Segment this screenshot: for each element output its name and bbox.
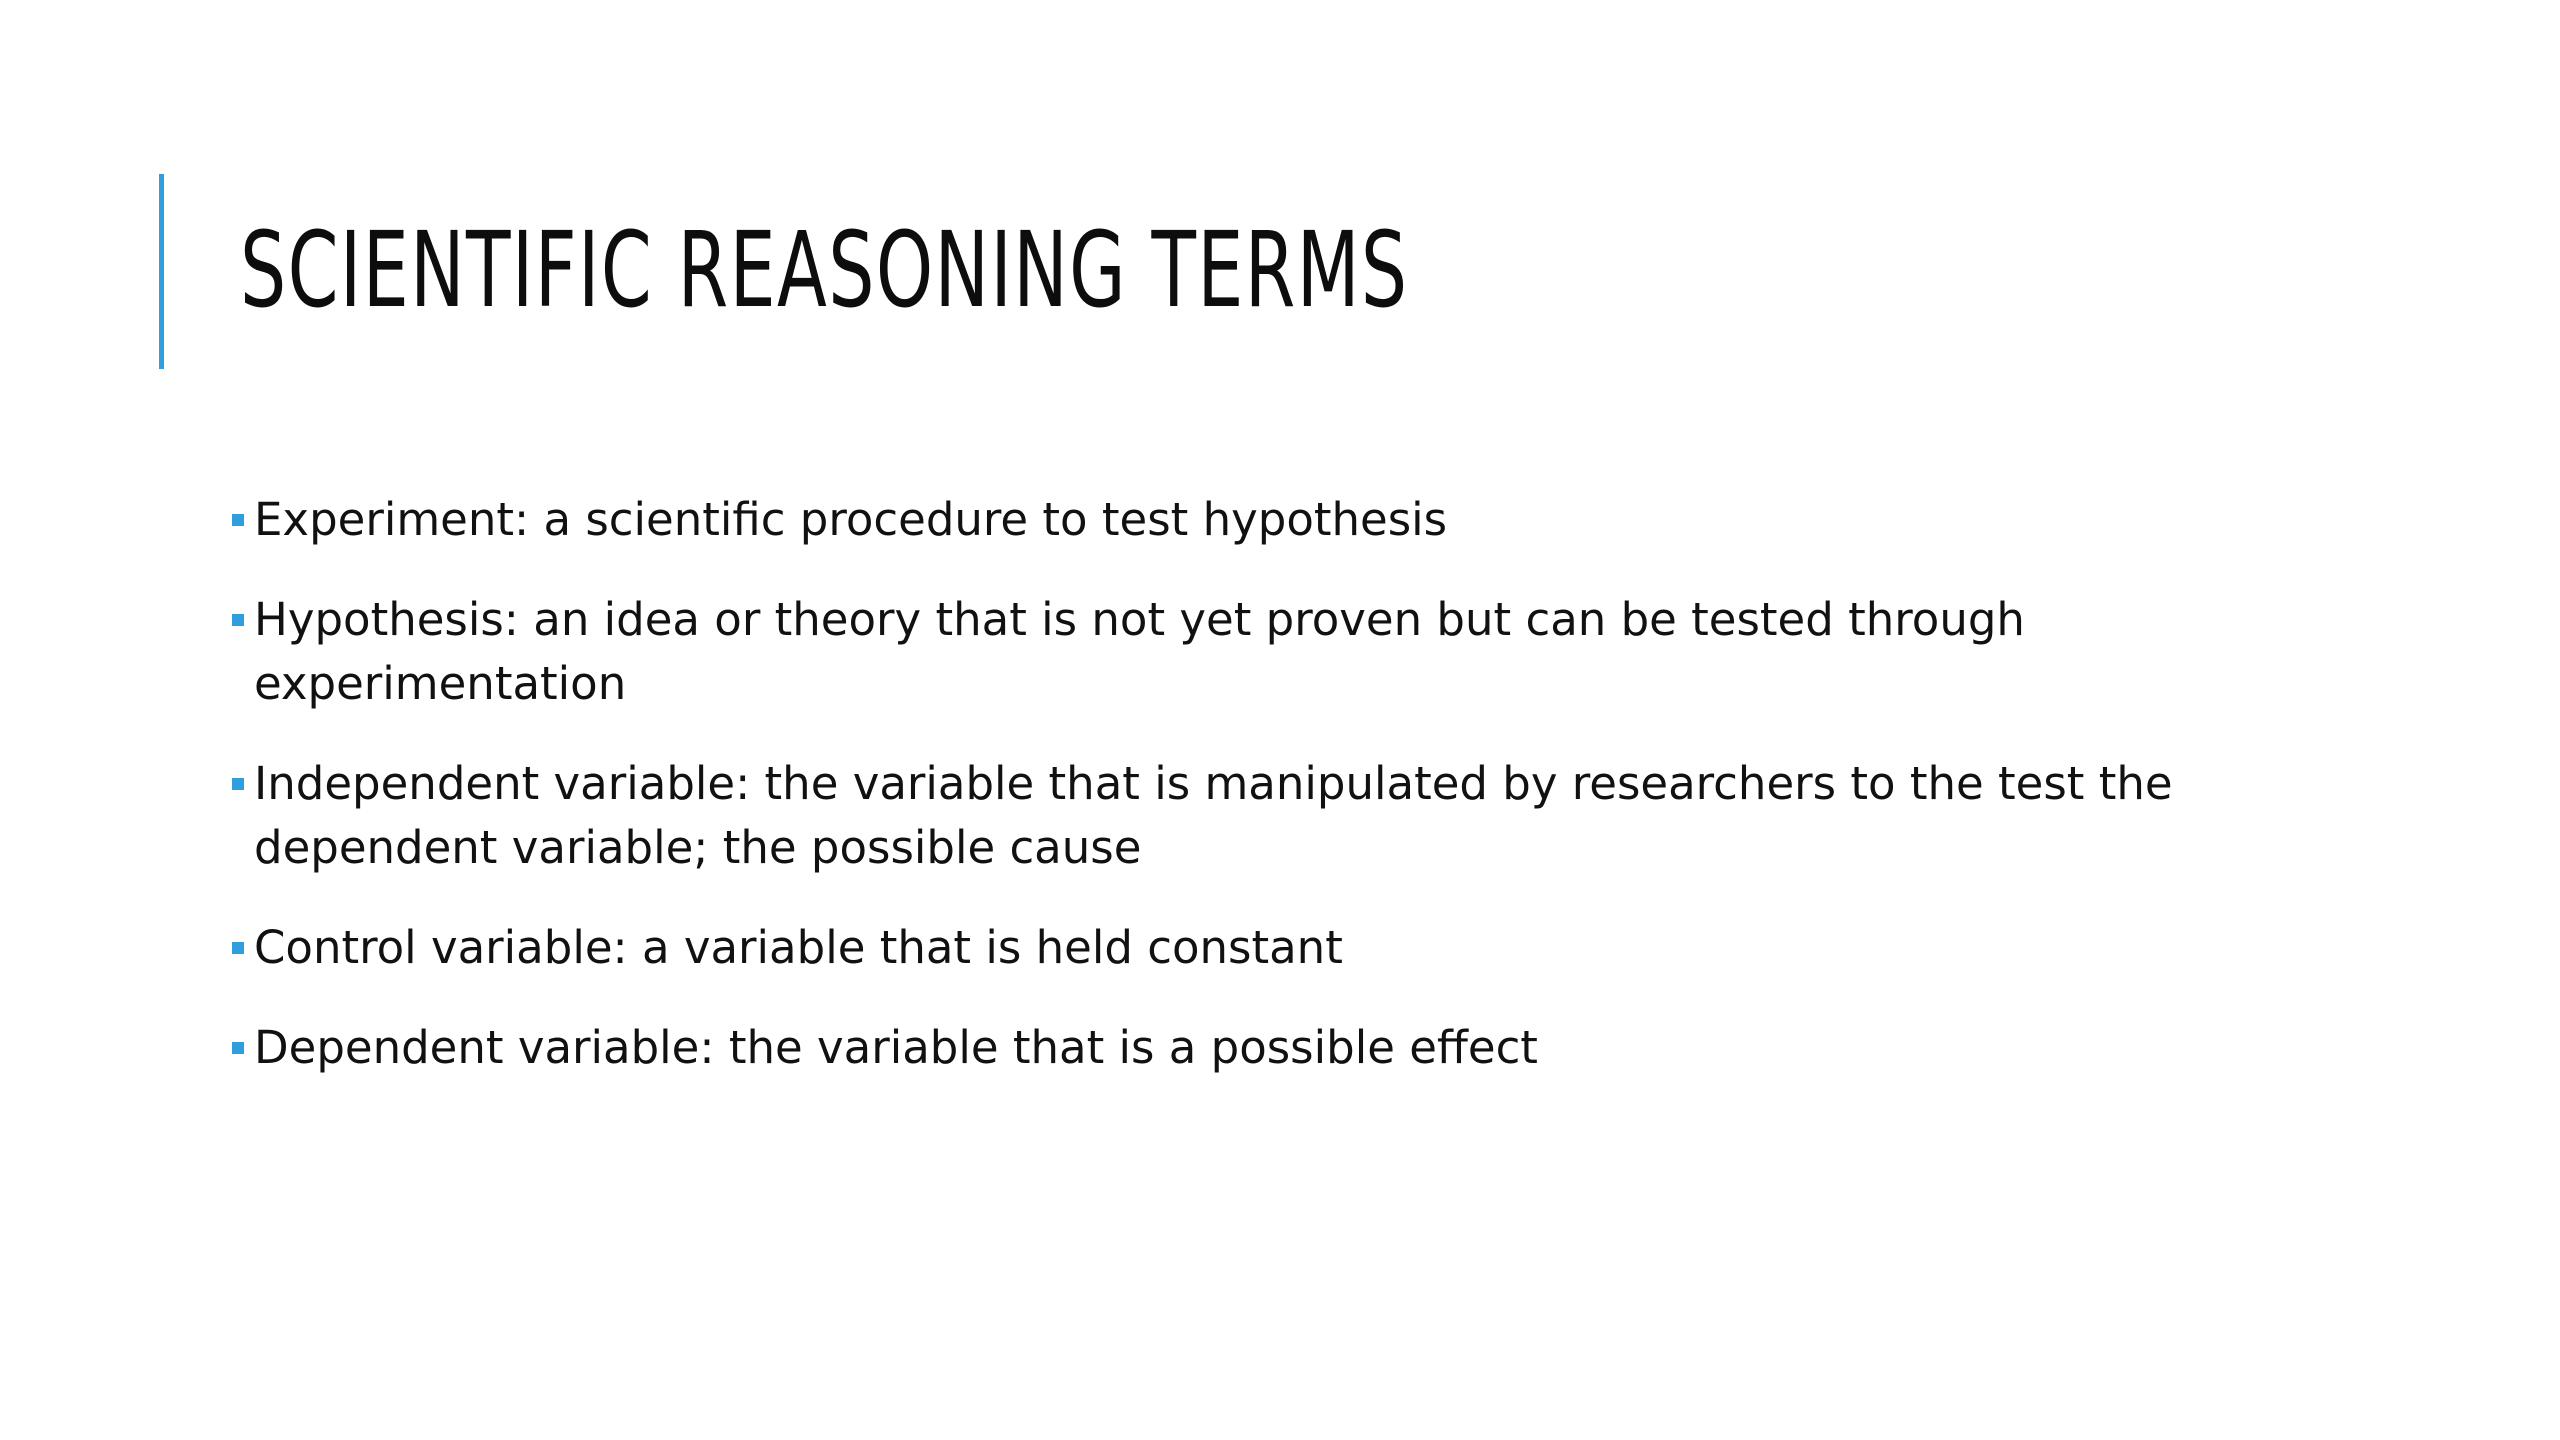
square-bullet-icon: [232, 778, 244, 790]
square-bullet-icon: [232, 1042, 244, 1054]
square-bullet-icon: [232, 614, 244, 626]
bullet-item-independent-variable: [230, 752, 2330, 880]
bullet-text: Experiment: a scientific procedure to test hypothesis: [254, 493, 1448, 546]
square-bullet-icon: [232, 942, 244, 954]
bullet-item-dependent-variable: [230, 1016, 2330, 1080]
bullet-text: Independent variable: the variable that is manipulated by researchers to the test the dependent variable; the possible cause: [254, 757, 2173, 874]
bullet-text: Dependent variable: the variable that is a possible effect: [254, 1021, 1538, 1074]
square-bullet-icon: [232, 514, 244, 526]
bullet-text: Hypothesis: an idea or theory that is not yet proven but can be tested through experimentation: [254, 593, 2025, 710]
title-accent-bar: [159, 174, 164, 369]
bullet-text: Control variable: a variable that is held constant: [254, 921, 1343, 974]
bullet-item-experiment: [230, 488, 2330, 552]
bullet-list: [230, 488, 2330, 1116]
slide-title: SCIENTIFIC REASONING TERMS: [240, 209, 1409, 331]
bullet-item-control-variable: [230, 916, 2330, 980]
bullet-item-hypothesis: [230, 588, 2330, 716]
